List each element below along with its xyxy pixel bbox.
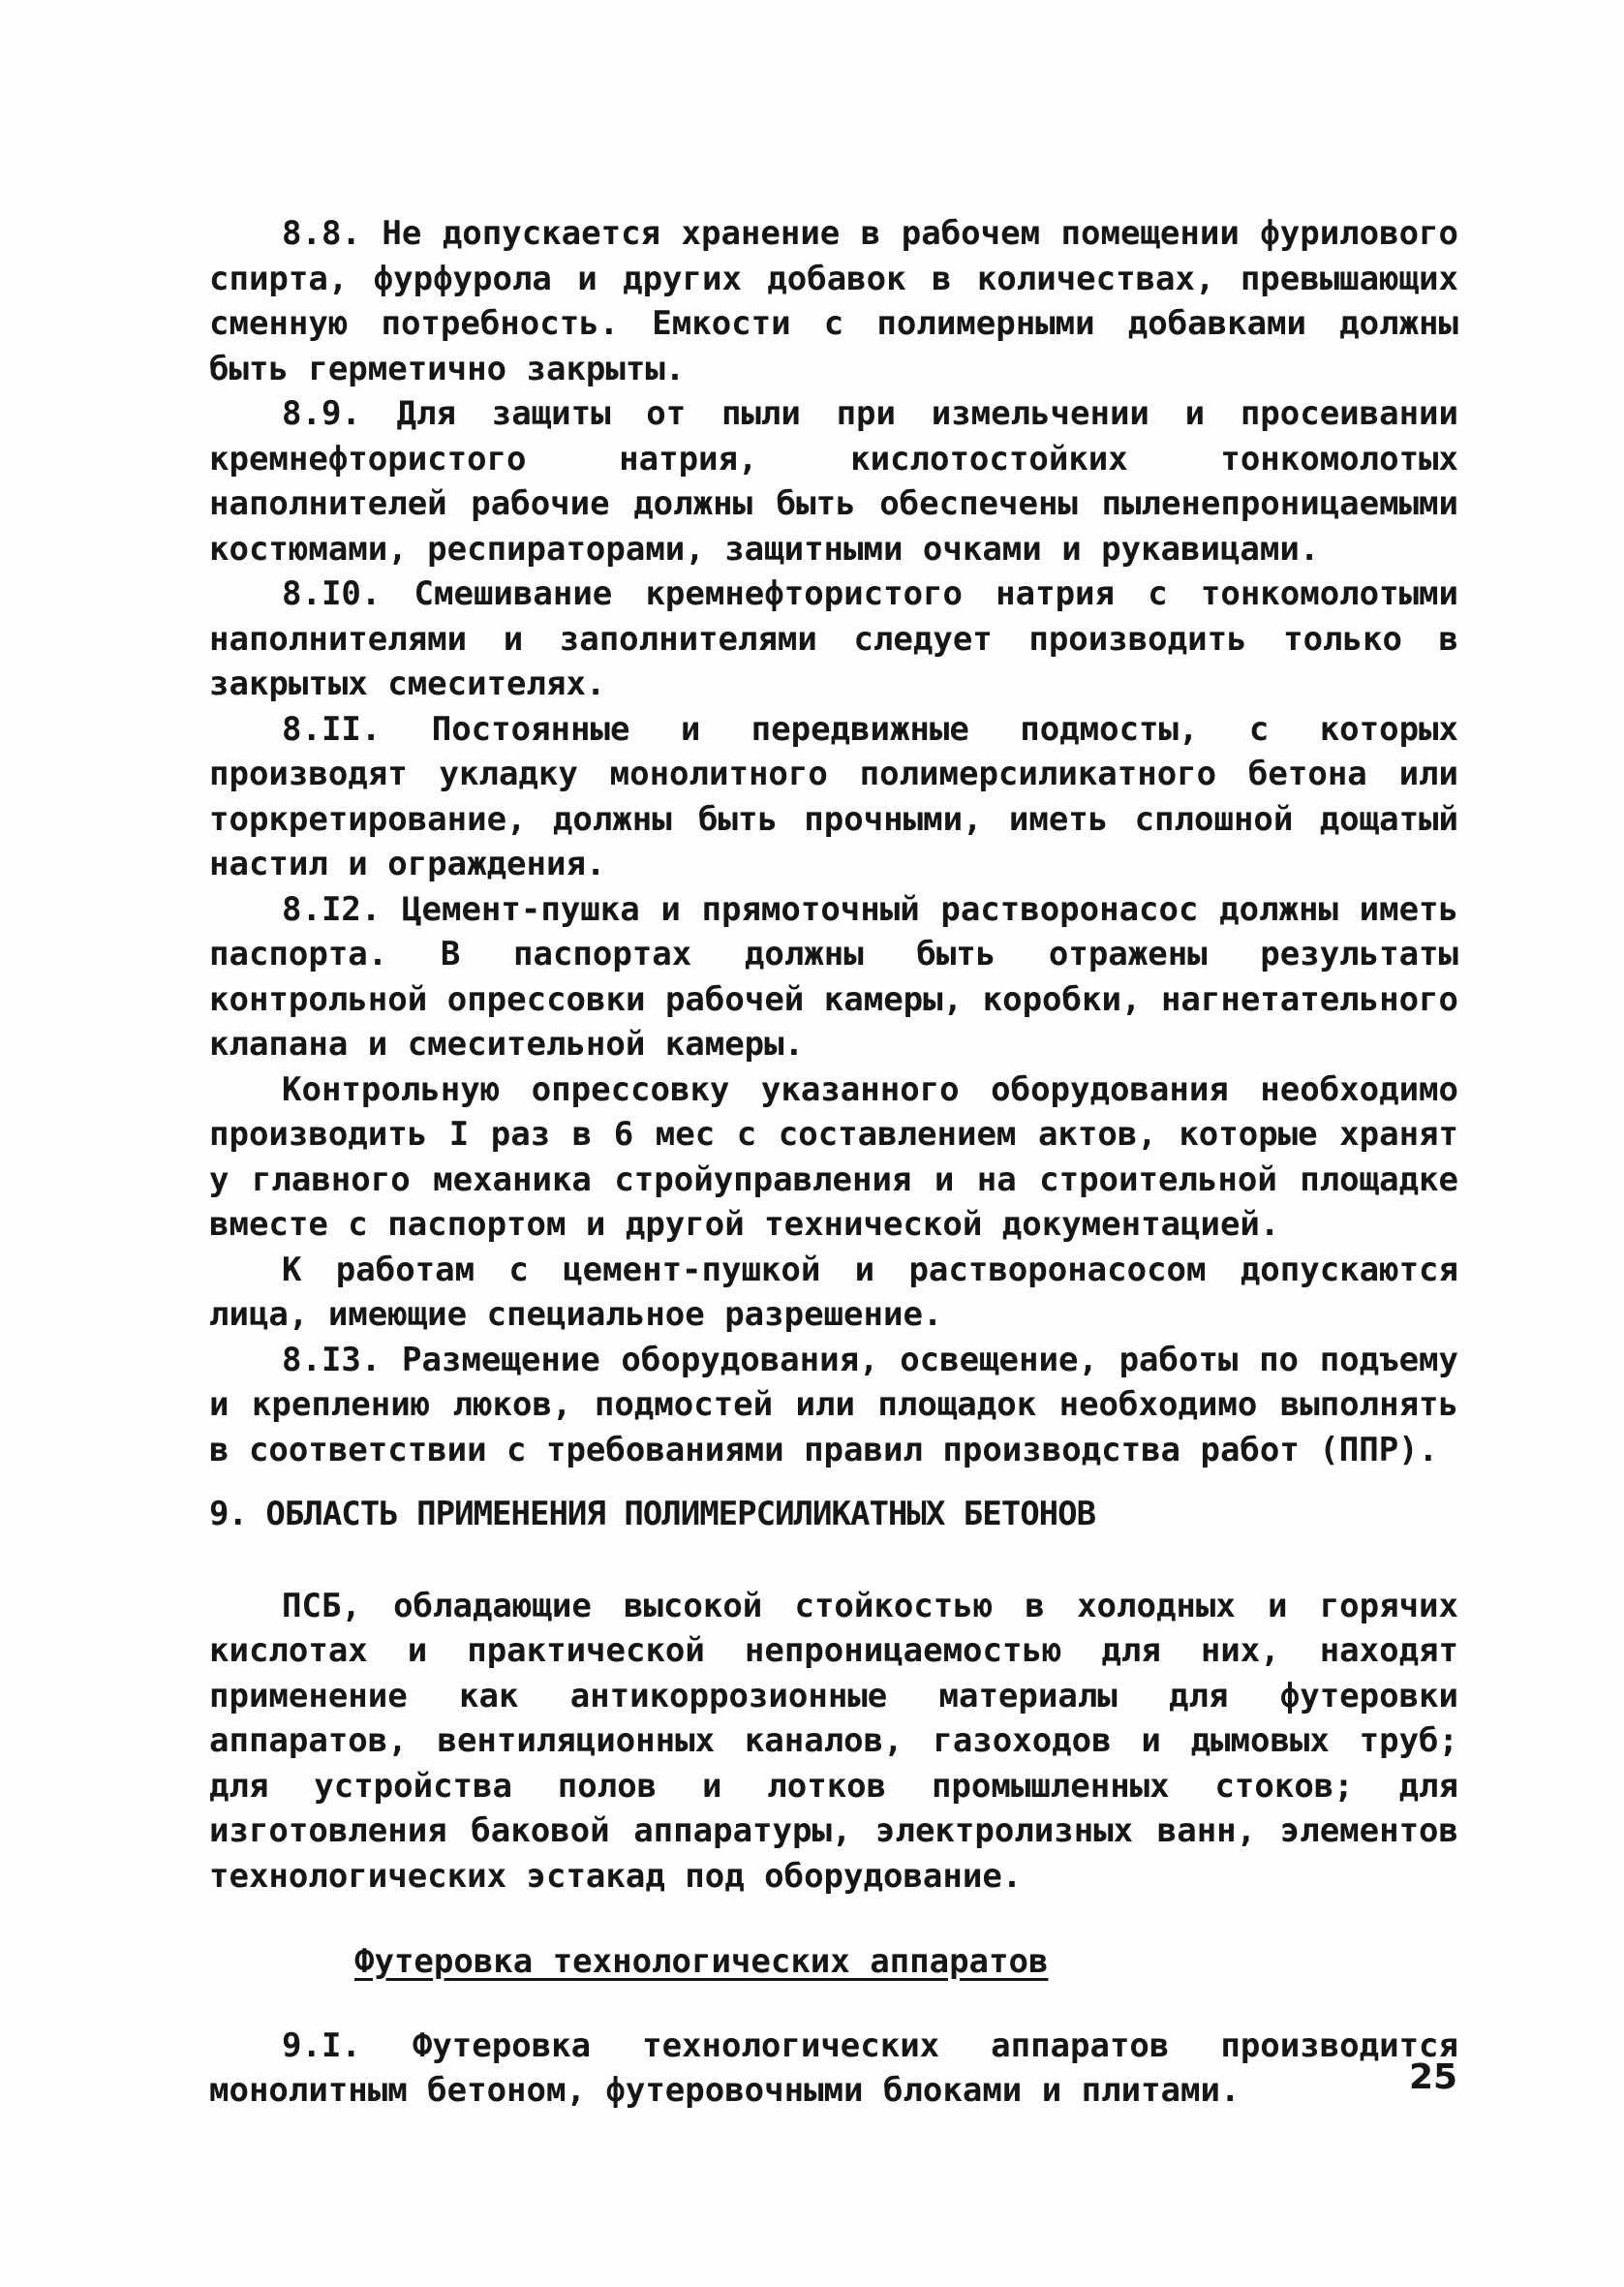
paragraph-8-12-admission: К работам с цемент-пушкой и растворонасосом допускаются лица, имеющие специальное разрешение. [209,1250,1458,1334]
paragraph-8-10: 8.I0. Смешивание кремнефтористого натрия с тонкомолотыми наполнителями и заполнителями следует производить только в закрытых смесителях. [209,574,1458,703]
paragraph-8-8: 8.8. Не допускается хранение в рабочем помещении фурилового спирта, фурфурола и других добавок в количествах, превышающих сменную потребность. Емкости с полимерными добавками должны быть герметично закрыты. [209,214,1458,388]
paragraph-8-11: 8.II. Постоянные и передвижные подмосты, с которых производят укладку монолитного полимерсиликатного бетона или торкретирование, должны быть прочными, иметь сплошной дощатый настил и ограждения. [209,709,1458,883]
subsection-heading: Футеровка технологических аппаратов [354,1942,1049,1981]
paragraph-9-1: 9.I. Футеровка технологических аппаратов производится монолитным бетоном, футеровочными блоками и плитами. [209,2025,1458,2110]
paragraph-8-12: 8.I2. Цемент-пушка и прямоточный растворонасос должны иметь паспорта. В паспортах должны быть отражены результаты контрольной опрессовки рабочей камеры, коробки, нагнетательного клапана и смесительной камеры. [209,889,1458,1064]
section-9-heading: 9. ОБЛАСТЬ ПРИМЕНЕНИЯ ПОЛИМЕРСИЛИКАТНЫХ БЕТОНОВ [209,1495,1096,1533]
paragraph-8-13: 8.I3. Размещение оборудования, освещение, работы по подъему и креплению люков, подмостей или площадок необходимо выполнять в соответствии с требованиями правил производства работ (ППР). [209,1340,1458,1469]
page-number: 25 [1409,2057,1458,2097]
document-page [209,211,1458,2114]
paragraph-8-9: 8.9. Для защиты от пыли при измельчении и просеивании кремнефтористого натрия, кислотостойких тонкомолотых наполнителей рабочие должны быть обеспечены пыленепроницаемыми костюмами, респираторами, защитными очками и рукавицами. [209,394,1458,569]
paragraph-9-intro: ПСБ, обладающие высокой стойкостью в холодных и горячих кислотах и практической непроницаемостью для них, находят применение как антикоррозионные материалы для футеровки аппаратов, вентиляционных каналов, газоходов и дымовых труб; для устройства полов и лотков промышленных стоков; для изготовления баковой аппаратуры, электролизных ванн, элементов технологических эстакад под оборудование. [209,1586,1458,1896]
paragraph-8-12-inspection: Контрольную опрессовку указанного оборудования необходимо производить I раз в 6 мес с составлением актов, которые хранят у главного механика стройуправления и на строительной площадке вместе с паспортом и другой технической документацией. [209,1069,1458,1244]
